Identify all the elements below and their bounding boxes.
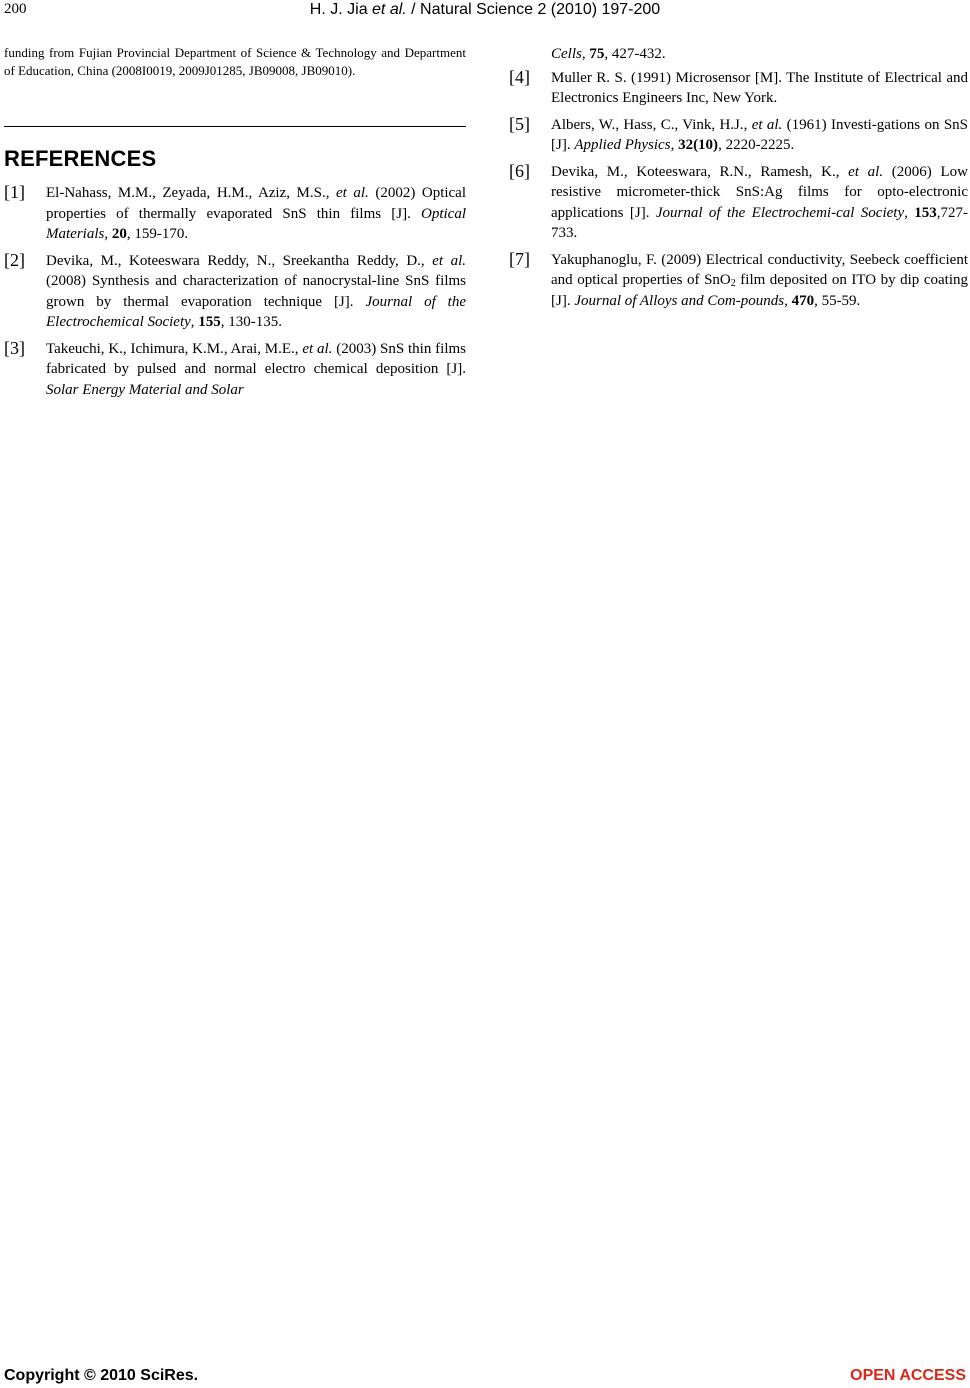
reference-number: [3] — [4, 337, 25, 358]
reference-item-5 — [509, 115, 968, 156]
reference-journal: Journal of Alloys and Com-pounds — [574, 292, 785, 309]
reference-authors: Devika, M., Koteeswara, R.N., Ramesh, K., — [551, 163, 849, 180]
reference-pages: , 159-170. — [126, 226, 189, 242]
right-column — [509, 44, 968, 317]
copyright-notice: Copyright © 2010 SciRes. — [4, 1367, 199, 1384]
reference-volume: 20 — [111, 226, 127, 242]
reference-etal: et al. — [336, 185, 369, 201]
reference-etal: et al. — [751, 116, 783, 133]
reference-pages: , 130-135. — [220, 314, 283, 330]
reference-journal: Optical Materials — [46, 205, 466, 242]
reference-journal-continued: Cells — [551, 46, 582, 62]
reference-number: [2] — [4, 249, 25, 270]
reference-separator: , — [784, 292, 792, 309]
reference-separator: , — [104, 226, 112, 242]
reference-item-2 — [4, 251, 466, 333]
reference-separator: , — [670, 137, 679, 153]
running-head-etal: et al. — [372, 1, 407, 18]
reference-separator: , — [904, 204, 915, 221]
reference-subscript: 2 — [730, 278, 736, 289]
reference-volume: 470 — [791, 292, 815, 309]
reference-number: [1] — [4, 182, 25, 202]
funding-paragraph: funding from Fujian Provincial Department of Science & Technology and Department of Education, China (2008I0019, 2009J01285, JB09008, JB09010). — [4, 45, 466, 78]
reference-item-1 — [4, 183, 466, 245]
reference-item-3 — [4, 339, 466, 401]
reference-pages: ,727-733. — [551, 204, 968, 241]
reference-item-4 — [509, 68, 968, 109]
reference-number: [5] — [509, 113, 530, 134]
reference-volume: 32(10) — [678, 137, 719, 153]
reference-pages: , 427-432. — [604, 46, 666, 62]
reference-journal: Applied Physics — [574, 137, 671, 153]
reference-title: (2008) Synthesis and characterization of nanocrystal-line SnS films grown by thermal evaporation technique [J]. — [46, 273, 466, 310]
reference-title: (2002) Optical properties of thermally evaporated SnS thin films [J]. — [46, 185, 467, 222]
open-access-label: OPEN ACCESS — [850, 1367, 966, 1384]
reference-text: Muller R. S. (1991) Microsensor [M]. The Institute of Electrical and Electronics Engineers Inc, New York. — [551, 69, 968, 106]
references-list-left — [4, 183, 466, 406]
running-head-journal: / Natural Science 2 (2010) 197-200 — [406, 1, 661, 18]
section-divider — [4, 126, 466, 127]
reference-text: Yakuphanoglu, F. (2009) Electrical conductivity, Seebeck coefficient and optical properties of SnO — [551, 251, 968, 288]
reference-pages: , 2220-2225. — [718, 137, 795, 153]
reference-text-continued: film deposited on ITO by dip coating [J]. — [551, 272, 968, 309]
reference-etal: et al. — [848, 163, 884, 180]
reference-3-continuation — [509, 44, 968, 65]
reference-title: (2003) SnS thin films fabricated by pulsed and normal electro chemical deposition [J]. — [46, 340, 466, 377]
reference-journal: Journal of the Electrochemical Society — [46, 293, 466, 330]
running-head-authors: H. J. Jia — [309, 1, 373, 18]
reference-pages: , 55-59. — [814, 292, 861, 309]
reference-authors: Takeuchi, K., Ichimura, K.M., Arai, M.E., — [46, 340, 303, 357]
left-column — [4, 44, 466, 80]
reference-authors: Devika, M., Koteeswara Reddy, N., Sreekantha Reddy, D., — [46, 252, 433, 269]
reference-authors: Albers, W., Hass, C., Vink, H.J., — [551, 116, 752, 133]
reference-number: [6] — [509, 160, 530, 181]
reference-volume: 153 — [914, 204, 937, 221]
reference-title: (2006) Low resistive micrometer-thick SnS:Ag films for opto-electronic applications [J]. — [551, 163, 968, 221]
references-heading: REFERENCES — [4, 146, 157, 171]
reference-item-6 — [509, 162, 968, 244]
running-head — [0, 1, 970, 19]
reference-journal: Solar Energy Material and Solar — [46, 381, 244, 398]
reference-title: (1961) Investi-gations on SnS [J]. — [551, 116, 969, 153]
reference-journal: Journal of the Electrochemi-cal Society — [655, 204, 905, 221]
reference-volume: 75 — [589, 46, 605, 62]
reference-item-7 — [509, 250, 968, 312]
reference-volume: 155 — [198, 314, 221, 330]
reference-etal: et al. — [432, 252, 466, 269]
reference-number: [4] — [509, 66, 530, 87]
reference-number: [7] — [509, 248, 530, 269]
reference-authors: El-Nahass, M.M., Zeyada, H.M., Aziz, M.S., — [46, 185, 337, 201]
reference-separator: , — [190, 314, 199, 330]
reference-separator: , — [581, 46, 590, 62]
reference-etal: et al. — [302, 340, 333, 357]
page-number: 200 — [4, 1, 27, 17]
